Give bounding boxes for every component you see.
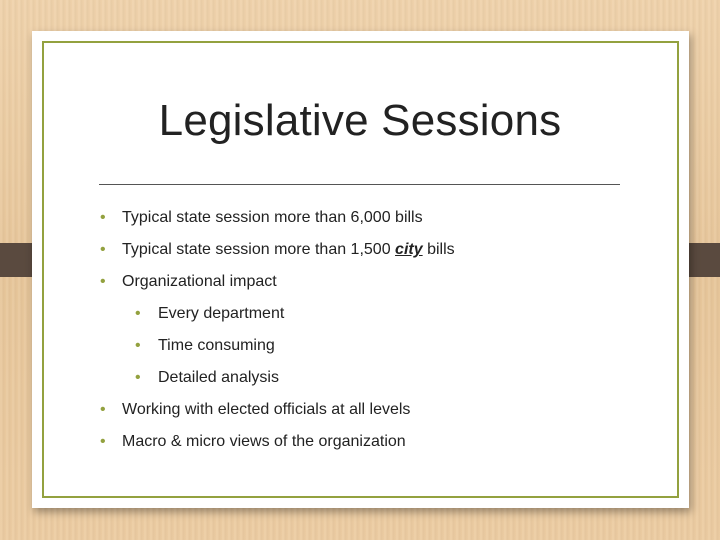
bullet-list	[98, 204, 658, 460]
bullet-text-suffix: bills	[422, 241, 455, 258]
bullet-dot-icon: •	[135, 337, 141, 354]
bullet-item	[98, 396, 658, 428]
bullet-item	[98, 428, 658, 460]
bullet-text	[122, 236, 455, 264]
sub-bullet-text: Detailed analysis	[158, 369, 279, 386]
bullet-dot-icon: •	[135, 305, 141, 322]
bullet-text: Working with elected officials at all levels	[122, 401, 411, 418]
bullet-dot-icon: •	[100, 273, 106, 290]
bullet-text-prefix: Typical state session more than 1,500	[122, 241, 396, 258]
bullet-item	[98, 236, 658, 268]
left-edge-tab	[0, 243, 34, 277]
bullet-item	[98, 268, 658, 300]
bullet-item	[98, 204, 658, 236]
sub-bullet-item	[98, 300, 658, 332]
sub-bullet-text: Time consuming	[158, 337, 275, 354]
right-edge-tab	[686, 243, 720, 277]
bullet-text: Macro & micro views of the organization	[122, 433, 406, 450]
bullet-dot-icon: •	[100, 433, 106, 450]
sub-bullet-item	[98, 332, 658, 364]
bullet-dot-icon: •	[135, 369, 141, 386]
bullet-dot-icon: •	[100, 401, 106, 418]
bullet-dot-icon: •	[100, 241, 106, 258]
bullet-text: Organizational impact	[122, 273, 277, 290]
bullet-text: Typical state session more than 6,000 bills	[122, 209, 423, 226]
bullet-text-emphasis: city	[395, 241, 423, 258]
title-divider	[99, 184, 620, 185]
bullet-dot-icon: •	[100, 209, 106, 226]
sub-bullet-text: Every department	[158, 305, 285, 322]
slide-title: Legislative Sessions	[158, 96, 562, 145]
sub-bullet-item	[98, 364, 658, 396]
